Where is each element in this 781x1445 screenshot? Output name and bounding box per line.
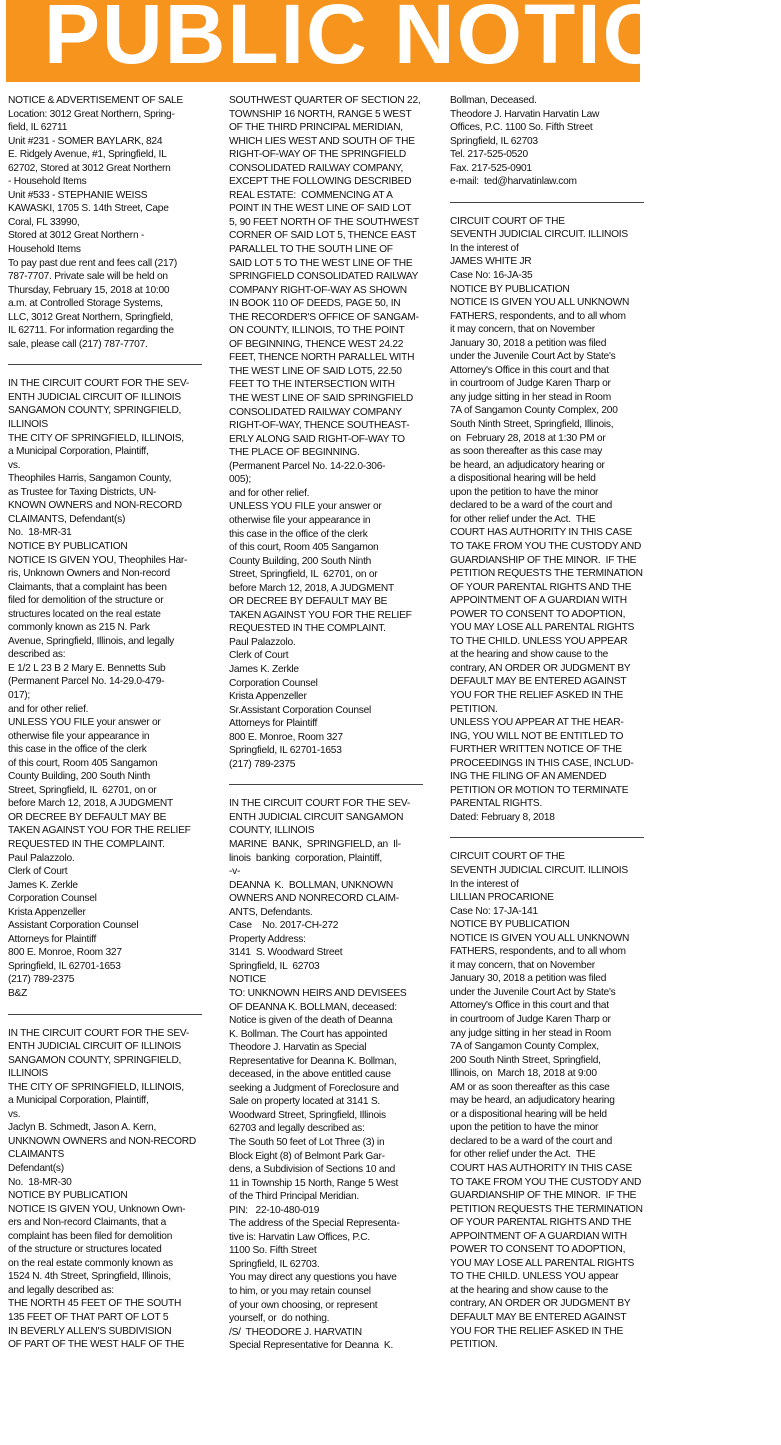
notice-text-line: IN THE CIRCUIT COURT FOR THE SEV-: [229, 798, 410, 810]
notice-text-line: DEANNA K. BOLLMAN, UNKNOWN: [229, 879, 393, 891]
notice-text-line: tive is: Harvatin Law Offices, P.C.: [229, 1231, 370, 1243]
notice-divider: [450, 202, 644, 203]
notice-text-line: complaint has been filed for demolition: [8, 1230, 173, 1242]
notice-text-line: OF PART OF THE WEST HALF OF THE: [8, 1339, 185, 1351]
notice-text-line: TAKEN AGAINST YOU FOR THE RELIEF: [8, 825, 191, 837]
notice-text-line: SPRINGFIELD CONSOLIDATED RAILWAY: [229, 271, 419, 283]
notice-block: [450, 94, 644, 189]
notice-text-line: THE CITY OF SPRINGFIELD, ILLINOIS,: [8, 432, 184, 444]
notice-text-line: ers and Non-record Claimants, that a: [8, 1217, 167, 1229]
notice-text-line: on the real estate commonly known as: [8, 1257, 173, 1269]
notice-text-line: LLC, 3012 Great Northern, Springfield,: [8, 311, 173, 323]
notice-text-line: NOTICE BY PUBLICATION: [450, 919, 570, 931]
notice-text-line: 800 E. Monroe, Room 327: [8, 947, 122, 959]
notice-text-line: OR DECREE BY DEFAULT MAY BE: [229, 596, 388, 608]
notice-text-line: upon the petition to have the minor: [450, 486, 599, 498]
notice-text-line: LILLIAN PROCARIONE: [450, 892, 554, 904]
notice-text-line: 7A of Sangamon County Complex, 200: [450, 405, 618, 417]
notice-text-line: No. 18-MR-30: [8, 1176, 72, 1188]
notice-block: [450, 215, 644, 825]
notice-text-line: Attorney's Office in this court and that: [450, 1000, 609, 1012]
page-title: PUBLIC NOTICES: [44, 0, 781, 81]
notice-text-line: Street, Springfield, IL 62701, on or: [229, 569, 378, 581]
notice-text-line: James K. Zerkle: [8, 879, 78, 891]
notice-text-line: APPOINTMENT OF A GUARDIAN WITH: [450, 1230, 627, 1242]
notice-text-line: Unit #231 - SOMER BAYLARK, 824: [8, 135, 163, 147]
notice-text-line: NOTICE IS GIVEN YOU ALL UNKNOWN: [450, 932, 630, 944]
notice-text-line: PIN: 22-10-480-019: [229, 1204, 320, 1216]
notice-text-line: PETITION.: [450, 1339, 498, 1351]
notice-text-line: at the hearing and show cause to the: [450, 649, 609, 661]
notice-text-line: PROCEEDINGS IN THIS CASE, INCLUD-: [450, 757, 634, 769]
notice-text-line: The address of the Special Representa-: [229, 1218, 400, 1230]
notice-text-line: OF YOUR PARENTAL RIGHTS AND THE: [450, 1217, 632, 1229]
notice-text-line: under the Juvenile Court Act by State's: [450, 986, 616, 998]
notice-text-line: KAWASKI, 1705 S. 14th Street, Cape: [8, 203, 169, 215]
notice-text-line: ILLINOIS: [8, 419, 48, 431]
notice-block: [229, 797, 423, 1352]
notice-block: [8, 94, 202, 351]
notice-text-line: a Municipal Corporation, Plaintiff,: [8, 446, 149, 458]
notice-text-line: THE PLACE OF BEGINNING.: [229, 447, 360, 459]
notice-text-line: described as:: [8, 649, 66, 661]
notice-divider: [8, 1014, 202, 1015]
notice-text-line: UNLESS YOU FILE your answer or: [229, 501, 382, 513]
notice-text-line: EXCEPT THE FOLLOWING DESCRIBED: [229, 176, 412, 188]
notice-text-line: a.m. at Controlled Storage Systems,: [8, 298, 163, 310]
notice-text-line: TAKEN AGAINST YOU FOR THE RELIEF: [229, 609, 412, 621]
notice-text-line: in courtroom of Judge Karen Tharp or: [450, 378, 611, 390]
notice-text-line: GUARDIANSHIP OF THE MINOR. IF THE: [450, 554, 637, 566]
notice-text-line: /S/ THEODORE J. HARVATIN: [229, 1326, 362, 1338]
notice-text-line: otherwise file your appearance in: [8, 730, 150, 742]
notice-text-line: YOU FOR THE RELIEF ASKED IN THE: [450, 689, 624, 701]
notice-text-line: WHICH LIES WEST AND SOUTH OF THE: [229, 135, 415, 147]
notice-text-line: PARALLEL TO THE SOUTH LINE OF: [229, 244, 393, 256]
notice-text-line: UNLESS YOU FILE your answer or: [8, 717, 161, 729]
notice-text-line: UNLESS YOU APPEAR AT THE HEAR-: [450, 717, 624, 729]
notice-text-line: County Building, 200 South Ninth: [229, 555, 372, 567]
notice-text-line: Attorneys for Plaintiff: [229, 718, 318, 730]
notice-text-line: of this court, Room 405 Sangamon: [229, 542, 379, 554]
notice-text-line: yourself, or do nothing.: [229, 1313, 330, 1325]
notice-text-line: before March 12, 2018, A JUDGMENT: [229, 582, 395, 594]
notice-text-line: declared to be a ward of the court and: [450, 500, 613, 512]
notice-text-line: SANGAMON COUNTY, SPRINGFIELD,: [8, 405, 182, 417]
notice-text-line: PETITION REQUESTS THE TERMINATION: [450, 1203, 643, 1215]
notice-text-line: vs.: [8, 1108, 21, 1120]
notice-text-line: Coral, FL 33990,: [8, 216, 80, 228]
notice-text-line: DEFAULT MAY BE ENTERED AGAINST: [450, 676, 627, 688]
notice-text-line: Springfield, IL 62703: [229, 960, 320, 972]
notice-text-line: B&Z: [8, 988, 28, 999]
notice-text-line: filed for demolition of the structure or: [8, 595, 164, 607]
notice-text-line: K. Bollman. The Court has appointed: [229, 1028, 388, 1040]
notice-text-line: Illinois, on March 18, 2018 at 9:00: [450, 1068, 597, 1080]
notice-text-line: NOTICE IS GIVEN YOU, Theophiles Har-: [8, 554, 188, 566]
notice-text-line: SAID LOT 5 TO THE WEST LINE OF THE: [229, 257, 413, 269]
notice-text-line: THE NORTH 45 FEET OF THE SOUTH: [8, 1298, 182, 1310]
notice-text-line: Tel. 217-525-0520: [450, 149, 528, 161]
notice-text-line: Offices, P.C. 1100 So. Fifth Street: [450, 122, 593, 134]
notice-text-line: APPOINTMENT OF A GUARDIAN WITH: [450, 595, 627, 607]
notice-text-line: 787-7707. Private sale will be held on: [8, 271, 168, 283]
notice-text-line: TOWNSHIP 16 NORTH, RANGE 5 WEST: [229, 108, 412, 120]
notice-text-line: COUNTY, ILLINOIS: [229, 825, 315, 837]
notice-text-line: 11 in Township 15 North, Range 5 West: [229, 1177, 399, 1189]
notice-text-line: January 30, 2018 a petition was filed: [450, 337, 607, 349]
notice-text-line: YOU MAY LOSE ALL PARENTAL RIGHTS: [450, 1257, 635, 1269]
notice-text-line: (Permanent Parcel No. 14-29.0-479-: [8, 676, 165, 688]
notice-text-line: to him, or you may retain counsel: [229, 1286, 371, 1298]
notice-text-line: Springfield, IL 62703.: [229, 1258, 320, 1270]
notice-text-line: RIGHT-OF-WAY, THENCE SOUTHEAST-: [229, 420, 410, 432]
notice-text-line: (217) 789-2375: [8, 974, 75, 986]
notice-text-line: Assistant Corporation Counsel: [8, 920, 139, 932]
notice-text-line: upon the petition to have the minor: [450, 1122, 599, 1134]
header-banner: [6, 0, 781, 82]
notice-text-line: it may concern, that on November: [450, 324, 595, 336]
notice-text-line: 005);: [229, 474, 251, 486]
notice-text-line: of the Third Principal Meridian.: [229, 1191, 359, 1203]
notice-text-line: IN THE CIRCUIT COURT FOR THE SEV-: [8, 1027, 189, 1039]
notice-text-line: - Household Items: [8, 176, 87, 188]
notice-text-line: 135 FEET OF THAT PART OF LOT 5: [8, 1312, 169, 1324]
notice-text-line: Springfield, IL 62701-1653: [8, 960, 121, 972]
notice-block: [229, 94, 423, 771]
notice-text-line: JAMES WHITE JR: [450, 256, 532, 268]
notice-text-line: 1100 So. Fifth Street: [229, 1245, 317, 1257]
notice-text-line: declared to be a ward of the court and: [450, 1135, 613, 1147]
notice-text-line: PARENTAL RIGHTS.: [450, 798, 543, 810]
notice-text-line: Paul Palazzolo.: [229, 636, 296, 648]
notice-text-line: POWER TO CONSENT TO ADOPTION,: [450, 1244, 626, 1256]
notice-text-line: SEVENTH JUDICIAL CIRCUIT. ILLINOIS: [450, 229, 628, 241]
notice-text-line: COURT HAS AUTHORITY IN THIS CASE: [450, 1163, 633, 1175]
notice-text-line: Case No. 2017-CH-272: [229, 920, 339, 932]
notice-text-line: this case in the office of the clerk: [229, 528, 368, 540]
notice-text-line: e-mail: ted@harvatinlaw.com: [450, 176, 577, 188]
notices-column-2: [229, 94, 423, 1440]
notice-text-line: OF YOUR PARENTAL RIGHTS AND THE: [450, 581, 632, 593]
notice-text-line: ING THE FILING OF AN AMENDED: [450, 771, 607, 783]
notice-block: [450, 850, 644, 1351]
notice-text-line: In the interest of: [450, 878, 519, 890]
notices-column-1: [8, 94, 202, 1440]
notice-text-line: FATHERS, respondents, and to all whom: [450, 310, 626, 322]
notice-block: [8, 377, 202, 1000]
notice-text-line: ING, YOU WILL NOT BE ENTITLED TO: [450, 730, 624, 742]
notice-text-line: YOU MAY LOSE ALL PARENTAL RIGHTS: [450, 622, 635, 634]
notice-text-line: REQUESTED IN THE COMPLAINT.: [229, 623, 386, 635]
notice-text-line: contrary, AN ORDER OR JUDGMENT BY: [450, 662, 631, 674]
notice-text-line: TO THE CHILD. UNLESS YOU appear: [450, 1271, 619, 1283]
notice-text-line: as soon thereafter as this case may: [450, 446, 603, 458]
notice-text-line: NOTICE BY PUBLICATION: [8, 1190, 128, 1202]
notice-text-line: THE WEST LINE OF SAID SPRINGFIELD: [229, 393, 414, 405]
notice-text-line: Stored at 3012 Great Northern -: [8, 230, 145, 242]
notice-text-line: Dated: February 8, 2018: [450, 811, 555, 823]
notice-text-line: SANGAMON COUNTY, SPRINGFIELD,: [8, 1054, 182, 1066]
notice-text-line: KNOWN OWNERS and NON-RECORD: [8, 500, 182, 512]
notice-text-line: 1524 N. 4th Street, Springfield, Illinois,: [8, 1271, 171, 1283]
notice-text-line: 800 E. Monroe, Room 327: [229, 731, 343, 743]
notice-text-line: PETITION REQUESTS THE TERMINATION: [450, 568, 643, 580]
notice-text-line: CONSOLIDATED RAILWAY COMPANY: [229, 406, 402, 418]
notice-text-line: Location: 3012 Great Northern, Spring-: [8, 108, 175, 120]
notice-text-line: FEET TO THE INTERSECTION WITH: [229, 379, 395, 391]
notice-text-line: January 30, 2018 a petition was filed: [450, 973, 607, 985]
notice-text-line: MARINE BANK, SPRINGFIELD, an Il-: [229, 838, 401, 850]
notice-text-line: any judge sitting in her stead in Room: [450, 1027, 611, 1039]
notice-text-line: OF DEANNA K. BOLLMAN, deceased:: [229, 1001, 397, 1013]
notice-divider: [450, 837, 644, 838]
notice-text-line: 3141 S. Woodward Street: [229, 947, 343, 959]
notice-text-line: NOTICE: [229, 974, 266, 986]
notice-text-line: Attorney's Office in this court and that: [450, 364, 609, 376]
notice-text-line: Representative for Deanna K. Bollman,: [229, 1055, 397, 1067]
notice-text-line: IL 62711. For information regarding the: [8, 325, 174, 337]
notice-text-line: The South 50 feet of Lot Three (3) in: [229, 1137, 385, 1149]
notice-text-line: Street, Springfield, IL 62701, on or: [8, 784, 157, 796]
notice-text-line: RIGHT-OF-WAY OF THE SPRINGFIELD: [229, 149, 406, 161]
notice-text-line: -v-: [229, 866, 241, 878]
notice-text-line: Avenue, Springfield, Illinois, and legally: [8, 635, 175, 647]
notice-text-line: 7A of Sangamon County Complex,: [450, 1041, 599, 1053]
notice-text-line: THE WEST LINE OF SAID LOT5, 22.50: [229, 365, 402, 377]
notice-text-line: Theodore J. Harvatin Harvatin Law: [450, 108, 600, 120]
notice-text-line: and for other relief.: [229, 487, 310, 499]
notice-text-line: COMPANY RIGHT-OF-WAY AS SHOWN: [229, 284, 407, 296]
notice-text-line: DEFAULT MAY BE ENTERED AGAINST: [450, 1312, 627, 1324]
notice-text-line: TO TAKE FROM YOU THE CUSTODY AND: [450, 1176, 642, 1188]
notice-text-line: of your own choosing, or represent: [229, 1299, 378, 1311]
notice-text-line: Paul Palazzolo.: [8, 852, 75, 864]
notice-text-line: THE RECORDER'S OFFICE OF SANGAM-: [229, 311, 419, 323]
notice-text-line: 5, 90 FEET NORTH OF THE SOUTHWEST: [229, 216, 419, 228]
notice-text-line: ANTS, Defendants.: [229, 906, 313, 918]
notices-column-3: [450, 94, 644, 1440]
notice-text-line: E. Ridgely Avenue, #1, Springfield, IL: [8, 149, 167, 161]
notice-text-line: CONSOLIDATED RAILWAY COMPANY,: [229, 162, 404, 174]
notice-text-line: before March 12, 2018, A JUDGMENT: [8, 798, 174, 810]
notice-text-line: IN THE CIRCUIT COURT FOR THE SEV-: [8, 378, 189, 390]
notice-text-line: and for other relief.: [8, 703, 89, 715]
notice-text-line: and legally described as:: [8, 1284, 114, 1296]
notice-text-line: James K. Zerkle: [229, 663, 299, 675]
notice-text-line: Sr.Assistant Corporation Counsel: [229, 704, 372, 716]
notice-text-line: ENTH JUDICIAL CIRCUIT SANGAMON: [229, 811, 404, 823]
notice-text-line: it may concern, that on November: [450, 959, 595, 971]
notice-text-line: CLAIMANTS, Defendant(s): [8, 513, 126, 525]
notice-text-line: TO: UNKNOWN HEIRS AND DEVISEES: [229, 988, 407, 999]
notice-text-line: TO TAKE FROM YOU THE CUSTODY AND: [450, 540, 642, 552]
notice-text-line: ris, Unknown Owners and Non-record: [8, 568, 170, 580]
notice-divider: [8, 364, 202, 365]
notice-text-line: E 1/2 L 23 B 2 Mary E. Bennetts Sub: [8, 662, 166, 674]
notice-text-line: Krista Appenzeller: [229, 691, 307, 703]
notice-text-line: be heard, an adjudicatory hearing or: [450, 459, 605, 471]
notice-text-line: COURT HAS AUTHORITY IN THIS CASE: [450, 527, 633, 539]
notice-text-line: linois banking corporation, Plaintiff,: [229, 852, 382, 864]
notice-text-line: Claimants, that a complaint has been: [8, 581, 167, 593]
notice-text-line: structures located on the real estate: [8, 608, 161, 620]
notice-text-line: vs.: [8, 459, 21, 471]
notice-text-line: a Municipal Corporation, Plaintiff,: [8, 1095, 149, 1107]
notice-text-line: ILLINOIS: [8, 1068, 48, 1080]
notice-text-line: TO THE CHILD. UNLESS YOU APPEAR: [450, 635, 628, 647]
notice-text-line: UNKNOWN OWNERS and NON-RECORD: [8, 1135, 197, 1147]
notice-text-line: Case No: 16-JA-35: [450, 270, 533, 282]
notice-text-line: in courtroom of Judge Karen Tharp or: [450, 1014, 611, 1025]
notice-text-line: this case in the office of the clerk: [8, 744, 147, 756]
notice-text-line: NOTICE & ADVERTISEMENT OF SALE: [8, 95, 183, 106]
notice-text-line: Krista Appenzeller: [8, 906, 86, 918]
notice-text-line: field, IL 62711: [8, 122, 68, 134]
notice-text-line: GUARDIANSHIP OF THE MINOR. IF THE: [450, 1190, 637, 1202]
notice-text-line: No. 18-MR-31: [8, 527, 72, 539]
notice-text-line: CIRCUIT COURT OF THE: [450, 851, 565, 863]
notice-text-line: NOTICE BY PUBLICATION: [8, 540, 128, 552]
notice-text-line: or a dispositional hearing will be held: [450, 1108, 607, 1120]
notice-text-line: Woodward Street, Springfield, Illinois: [229, 1109, 386, 1121]
notice-text-line: under the Juvenile Court Act by State's: [450, 351, 616, 363]
notice-text-line: Clerk of Court: [8, 866, 68, 878]
notice-text-line: REAL ESTATE: COMMENCING AT A: [229, 189, 393, 201]
notice-text-line: Attorneys for Plaintiff: [8, 933, 97, 945]
notice-text-line: OF THE THIRD PRINCIPAL MERIDIAN,: [229, 122, 403, 134]
notice-text-line: 62703 and legally described as:: [229, 1123, 365, 1135]
notice-text-line: CIRCUIT COURT OF THE: [450, 215, 565, 227]
notice-text-line: Household Items: [8, 244, 81, 256]
notice-text-line: FATHERS, respondents, and to all whom: [450, 946, 626, 958]
notice-text-line: Unit #533 - STEPHANIE WEISS: [8, 189, 148, 201]
notice-text-line: a dispositional hearing will be held: [450, 473, 596, 485]
notice-text-line: Bollman, Deceased.: [450, 95, 537, 106]
notice-text-line: Notice is given of the death of Deanna: [229, 1015, 393, 1027]
notice-divider: [229, 784, 423, 785]
notice-text-line: SOUTHWEST QUARTER OF SECTION 22,: [229, 95, 421, 106]
notice-text-line: THE CITY OF SPRINGFIELD, ILLINOIS,: [8, 1081, 184, 1093]
notice-text-line: deceased, in the above entitled cause: [229, 1069, 391, 1081]
notice-text-line: sale, please call (217) 787-7707.: [8, 338, 148, 350]
notice-text-line: Springfield, IL 62701-1653: [229, 745, 342, 757]
notice-text-line: ENTH JUDICIAL CIRCUIT OF ILLINOIS: [8, 1041, 181, 1053]
notice-text-line: 62702, Stored at 3012 Great Northern: [8, 162, 171, 174]
notice-text-line: OWNERS AND NONRECORD CLAIM-: [229, 893, 399, 905]
notice-text-line: (217) 789-2375: [229, 758, 296, 770]
notice-text-line: on February 28, 2018 at 1:30 PM or: [450, 432, 606, 444]
notice-text-line: may be heard, an adjudicatory hearing: [450, 1095, 615, 1107]
notice-text-line: AM or as soon thereafter as this case: [450, 1081, 610, 1093]
notice-text-line: Thursday, February 15, 2018 at 10:00: [8, 284, 170, 296]
notice-text-line: Corporation Counsel: [8, 893, 97, 905]
notice-text-line: OR DECREE BY DEFAULT MAY BE: [8, 811, 167, 823]
notice-text-line: POINT IN THE WEST LINE OF SAID LOT: [229, 203, 412, 215]
notice-text-line: of the structure or structures located: [8, 1244, 162, 1256]
notice-text-line: Springfield, IL 62703: [450, 135, 538, 147]
notice-text-line: Property Address:: [229, 933, 306, 945]
notice-text-line: of this court, Room 405 Sangamon: [8, 757, 158, 769]
notice-text-line: ENTH JUDICIAL CIRCUIT OF ILLINOIS: [8, 391, 181, 403]
notice-text-line: for other relief under the Act. THE: [450, 513, 596, 525]
notice-text-line: CORNER OF SAID LOT 5, THENCE EAST: [229, 230, 417, 242]
notice-text-line: seeking a Judgment of Foreclosure and: [229, 1082, 399, 1094]
notice-text-line: Block Eight (8) of Belmont Park Gar-: [229, 1150, 385, 1162]
notice-text-line: Special Representative for Deanna K.: [229, 1340, 394, 1352]
notice-block: [8, 1027, 202, 1352]
notice-text-line: Fax. 217-525-0901: [450, 162, 532, 174]
notice-text-line: CLAIMANTS: [8, 1149, 65, 1161]
notice-text-line: IN BOOK 110 OF DEEDS, PAGE 50, IN: [229, 298, 401, 310]
notice-text-line: (Permanent Parcel No. 14-22.0-306-: [229, 460, 386, 472]
notice-text-line: NOTICE BY PUBLICATION: [450, 283, 570, 295]
notice-text-line: contrary, AN ORDER OR JUDGMENT BY: [450, 1298, 631, 1310]
notice-text-line: ON COUNTY, ILLINOIS, TO THE POINT: [229, 325, 405, 337]
notice-text-line: You may direct any questions you have: [229, 1272, 397, 1284]
notice-text-line: County Building, 200 South Ninth: [8, 771, 151, 783]
notice-text-line: REQUESTED IN THE COMPLAINT.: [8, 838, 165, 850]
notice-text-line: FEET, THENCE NORTH PARALLEL WITH: [229, 352, 415, 364]
notice-text-line: otherwise file your appearance in: [229, 514, 371, 526]
notice-text-line: for other relief under the Act. THE: [450, 1149, 596, 1161]
notice-text-line: Sale on property located at 3141 S.: [229, 1096, 380, 1108]
notice-text-line: FURTHER WRITTEN NOTICE OF THE: [450, 744, 622, 756]
notice-text-line: YOU FOR THE RELIEF ASKED IN THE: [450, 1325, 624, 1337]
notice-text-line: PETITION OR MOTION TO TERMINATE: [450, 784, 629, 796]
notice-text-line: Clerk of Court: [229, 650, 289, 662]
notice-text-line: as Trustee for Taxing Districts, UN-: [8, 486, 157, 498]
notice-text-line: In the interest of: [450, 242, 519, 254]
notice-text-line: any judge sitting in her stead in Room: [450, 391, 611, 403]
notice-text-line: Jaclyn B. Schmedt, Jason A. Kern,: [8, 1122, 157, 1134]
notice-text-line: at the hearing and show cause to the: [450, 1284, 609, 1296]
notice-text-line: PETITION.: [450, 703, 498, 715]
notice-text-line: Case No: 17-JA-141: [450, 905, 538, 917]
notice-text-line: IN BEVERLY ALLEN'S SUBDIVISION: [8, 1325, 172, 1337]
notice-text-line: dens, a Subdivision of Sections 10 and: [229, 1164, 396, 1176]
notice-text-line: To pay past due rent and fees call (217): [8, 257, 177, 269]
notice-text-line: 200 South Ninth Street, Springfield,: [450, 1054, 601, 1066]
notice-text-line: NOTICE IS GIVEN YOU, Unknown Own-: [8, 1203, 186, 1215]
notice-text-line: POWER TO CONSENT TO ADOPTION,: [450, 608, 626, 620]
notice-text-line: OF BEGINNING, THENCE WEST 24.22: [229, 338, 404, 350]
notice-text-line: Defendant(s): [8, 1163, 64, 1175]
notice-text-line: Theodore J. Harvatin as Special: [229, 1042, 367, 1054]
notice-text-line: SEVENTH JUDICIAL CIRCUIT. ILLINOIS: [450, 864, 628, 876]
notice-text-line: commonly known as 215 N. Park: [8, 622, 150, 634]
notice-text-line: Theophiles Harris, Sangamon County,: [8, 473, 172, 485]
notice-text-line: 017);: [8, 689, 30, 701]
notice-text-line: South Ninth Street, Springfield, Illinois,: [450, 419, 614, 431]
notice-text-line: NOTICE IS GIVEN YOU ALL UNKNOWN: [450, 297, 630, 309]
notice-text-line: Corporation Counsel: [229, 677, 318, 689]
notice-text-line: ERLY ALONG SAID RIGHT-OF-WAY TO: [229, 433, 405, 445]
